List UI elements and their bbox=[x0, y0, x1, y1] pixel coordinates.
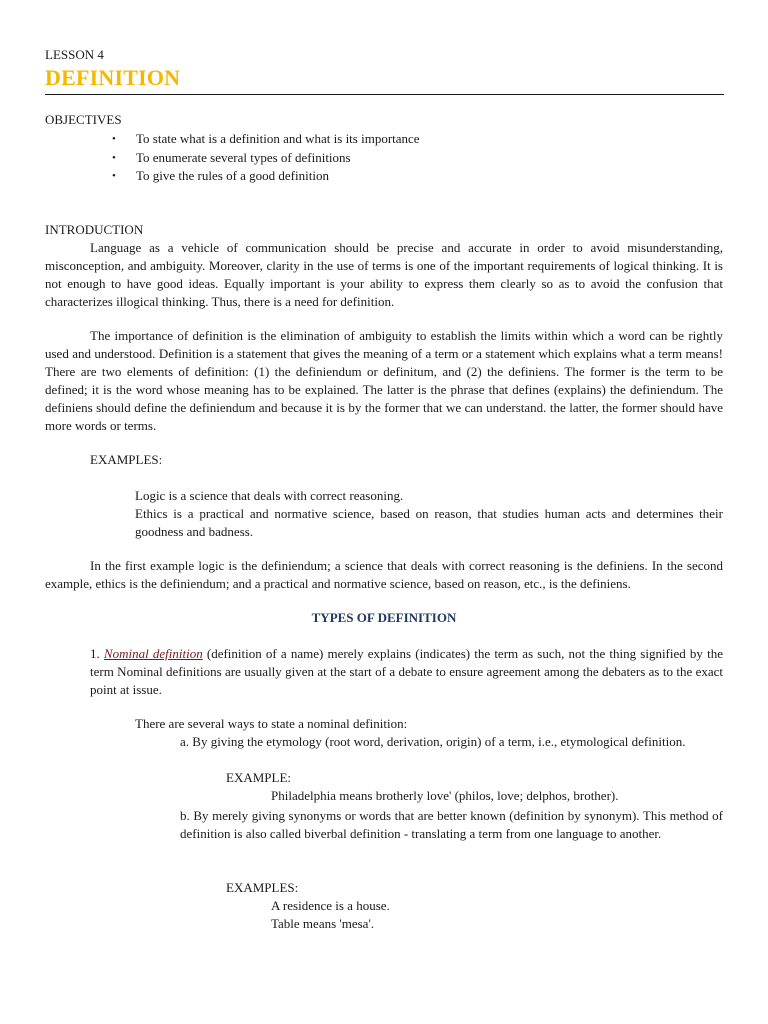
way-b-synonym: b. By merely giving synonyms or words that are better known (definition by synonym). This method of definition is also called biverbal definition - translating a term from one language to another. bbox=[180, 808, 723, 841]
ways-intro: There are several ways to state a nominal definition: bbox=[135, 716, 408, 731]
example-b-residence: A residence is a house. bbox=[271, 898, 390, 913]
page-title: DEFINITION bbox=[45, 65, 181, 90]
nominal-number: 1. bbox=[90, 646, 100, 661]
objective-text: To state what is a definition and what is its importance bbox=[136, 131, 420, 146]
title-divider bbox=[45, 94, 724, 95]
example-a-heading: EXAMPLE: bbox=[226, 770, 291, 785]
types-heading: TYPES OF DEFINITION bbox=[311, 610, 457, 625]
objectives-list bbox=[112, 130, 420, 186]
way-a-etymology: a. By giving the etymology (root word, derivation, origin) of a term, i.e., etymological definition. bbox=[180, 734, 686, 749]
example-ethics: Ethics is a practical and normative science, based on reason, that studies human acts and determines their goodness and badness. bbox=[135, 506, 723, 539]
intro-paragraph-2: The importance of definition is the elimination of ambiguity to establish the limits within which a word can be rightly used and understood. Definition is a statement that gives the meaning of a term or a statement which explains what a term means! There are two elements of definition: (1) the definiendum or definitum, and (2) the definiens. The former is the term to be defined; it is the word whose meaning has to be explained. The latter is the phrase that defines (explains) the definiendum. The definiens should define the definiendum and because it is by the former that we can understand. the latter, the former should have more words or terms. bbox=[45, 328, 723, 433]
objective-text: To give the rules of a good definition bbox=[136, 168, 329, 183]
example-b-heading: EXAMPLES: bbox=[226, 880, 299, 895]
example-logic: Logic is a science that deals with correct reasoning. bbox=[135, 488, 404, 503]
intro-paragraph-1: Language as a vehicle of communication should be precise and accurate in order to avoid misunderstanding, misconception, and ambiguity. Moreover, clarity in the use of terms is one of the important requirements of logical thinking. It is not enough to have good ideas. Equally important is your ability to express them clearly so as to avoid the confusion that characterizes illogical thinking. Thus, there is a need for definition. bbox=[45, 240, 723, 309]
list-item bbox=[112, 149, 420, 168]
bullet-icon: • bbox=[112, 133, 116, 145]
lesson-number: LESSON 4 bbox=[45, 47, 104, 62]
nominal-text: (definition of a name) merely explains (indicates) the term as such, not the thing signified by the term Nominal definitions are usually given at the start of a debate to ensure agreement among the debaters as to the exact point at issue. bbox=[90, 646, 723, 697]
intro-paragraph-3: In the first example logic is the definiendum; a science that deals with correct reasoning is the definiens. In the second example, ethics is the definiendum; and a practical and normative science, based on reason, etc., is the definiens. bbox=[45, 558, 723, 591]
list-item bbox=[112, 167, 420, 186]
example-a-text: Philadelphia means brotherly love' (philos, love; delphos, brother). bbox=[271, 788, 619, 803]
objective-text: To enumerate several types of definitions bbox=[136, 149, 351, 165]
nominal-definition-paragraph bbox=[90, 645, 723, 699]
example-b-table: Table means 'mesa'. bbox=[271, 916, 375, 931]
objectives-heading: OBJECTIVES bbox=[45, 112, 122, 127]
examples-heading: EXAMPLES: bbox=[90, 452, 163, 467]
list-item bbox=[112, 130, 420, 149]
introduction-heading: INTRODUCTION bbox=[45, 222, 144, 237]
bullet-icon: • bbox=[112, 151, 116, 164]
nominal-term: Nominal definition bbox=[103, 646, 203, 661]
bullet-icon: • bbox=[112, 170, 116, 182]
